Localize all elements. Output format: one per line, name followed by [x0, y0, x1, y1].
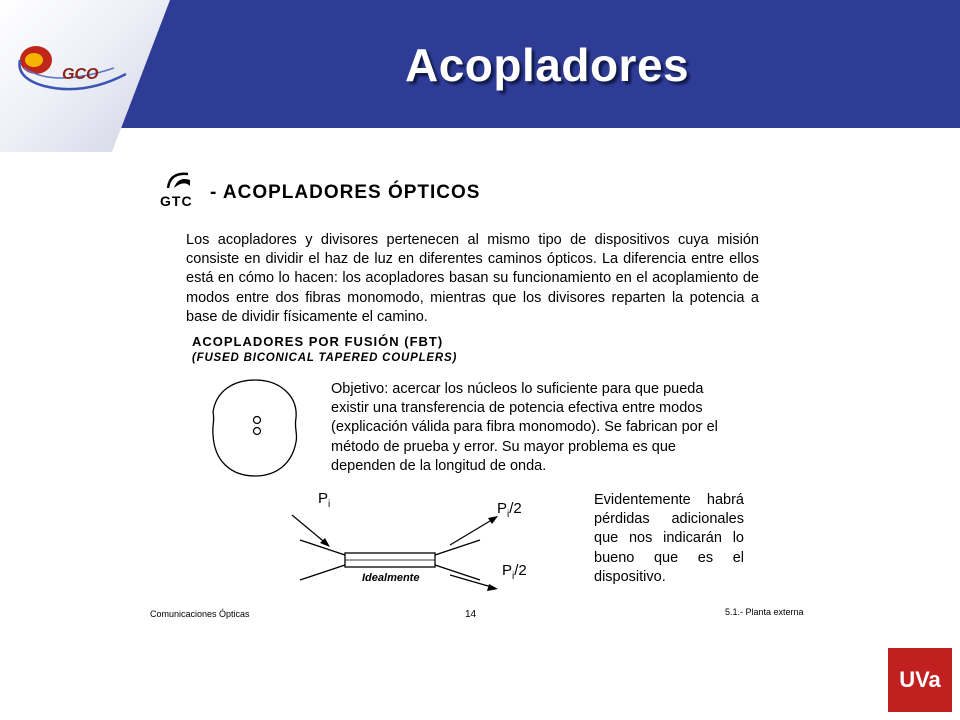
fiber-core-bottom [254, 428, 261, 435]
document-page [140, 160, 820, 630]
input-power-label: $P_i$ [318, 490, 331, 510]
output-power-label-bottom: $P_i/2$ [502, 562, 527, 582]
conclusion-paragraph: Evidentemente habrá pérdidas adicionales que nos indicarán lo bueno que es el dispositivo. [594, 492, 744, 585]
sub-heading-detail: (FUSED BICONICAL TAPERED COUPLERS) [192, 352, 458, 364]
gtc-logo-text: GTC [160, 193, 193, 209]
objective-paragraph: Objetivo: acercar los núcleos lo suficiente para que pueda existir una transferencia de potencia efectiva entre modos (explicación válida para fibra monomodo). Se fabrican por el método de prueba y error. Su mayor problema es que dependen de la longitud de onda. [331, 381, 718, 474]
section-heading: - ACOPLADORES ÓPTICOS [210, 182, 481, 203]
fiber-cross-section-diagram [210, 378, 300, 478]
uva-logo-badge: UVa [888, 648, 952, 712]
footer-course: Comunicaciones Ópticas [150, 609, 250, 619]
sub-heading: ACOPLADORES POR FUSIÓN (FBT) [192, 334, 444, 349]
output-power-label-top: $P_i/2$ [497, 500, 522, 520]
gco-logo-text: GCO [62, 66, 99, 83]
intro-paragraph: Los acopladores y divisores pertenecen al mismo tipo de dispositivos cuya misión consiste en dividir el haz de luz en diferentes caminos ópticos. La diferencia entre ellos está en cómo lo hacen: los acopladores basan su funcionamiento en el acoplamiento de modos entre dos fibras monomodo, mientras que los divisores reparten la potencia a base de dividir físicamente el camino. [186, 232, 759, 325]
slide-title: Acopladores [405, 39, 690, 91]
footer-section: 5.1.- Planta externa [725, 607, 804, 617]
diagram-caption: Idealmente [362, 572, 420, 584]
fiber-core-top [254, 417, 261, 424]
footer-page-number: 14 [465, 609, 477, 620]
